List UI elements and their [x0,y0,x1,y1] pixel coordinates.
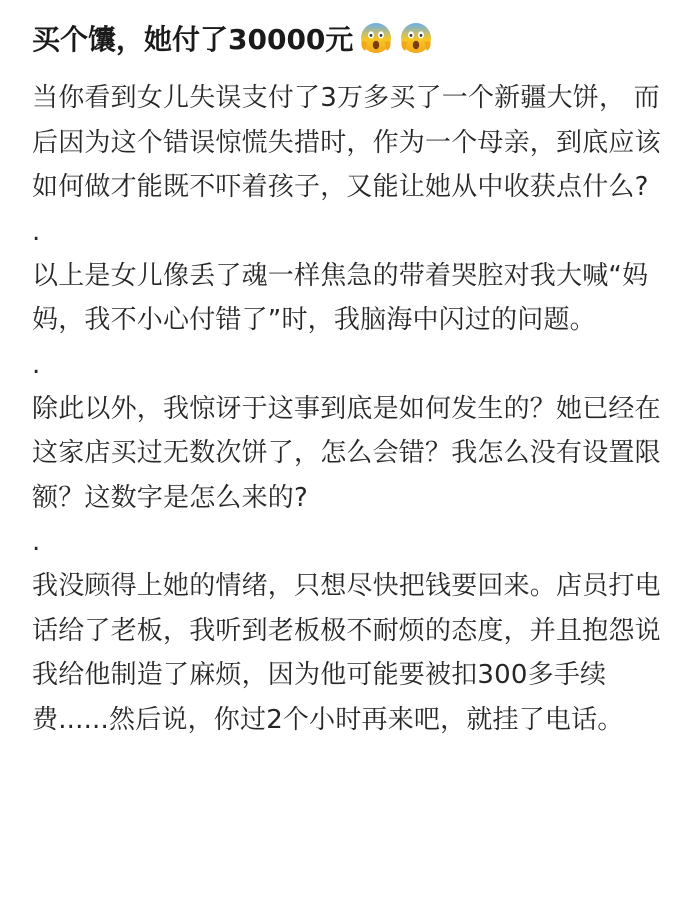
post-content [32,14,662,742]
separator-dot: . [32,349,41,380]
separator-dot: . [32,527,41,557]
paragraph-4: 我没顾得上她的情绪，只想尽快把钱要回来。店员打电话给了老板，我听到老板极不耐烦的态度，并且抱怨说我给他制造了麻烦，因为他可能要被扣300多手续费......然后说，你过2个小时再来吧，就挂了电话。 [32,571,661,735]
screaming-face-emoji-icon [359,21,393,55]
post-title [32,14,662,66]
paragraph-3: 除此以外，我惊讶于这事到底是如何发生的？她已经在这家店买过无数次饼了，怎么会错？我怎么没有设置限额？这数字是怎么来的? [32,393,661,513]
paragraph-1: 当你看到女儿失误支付了3万多买了一个新疆大饼， 而后因为这个错误惊慌失措时，作为一个母亲，到底应该如何做才能既不吓着孩子，又能让她从中收获点什么? [32,83,661,202]
separator-dot: . [32,216,41,247]
screaming-face-emoji-icon [399,21,433,55]
post-title-text: 买个馕，她付了30000元 [32,23,354,56]
paragraph-2: 以上是女儿像丢了魂一样焦急的带着哭腔对我大喊“妈妈，我不小心付错了”时，我脑海中闪过的问题。 [32,260,649,335]
